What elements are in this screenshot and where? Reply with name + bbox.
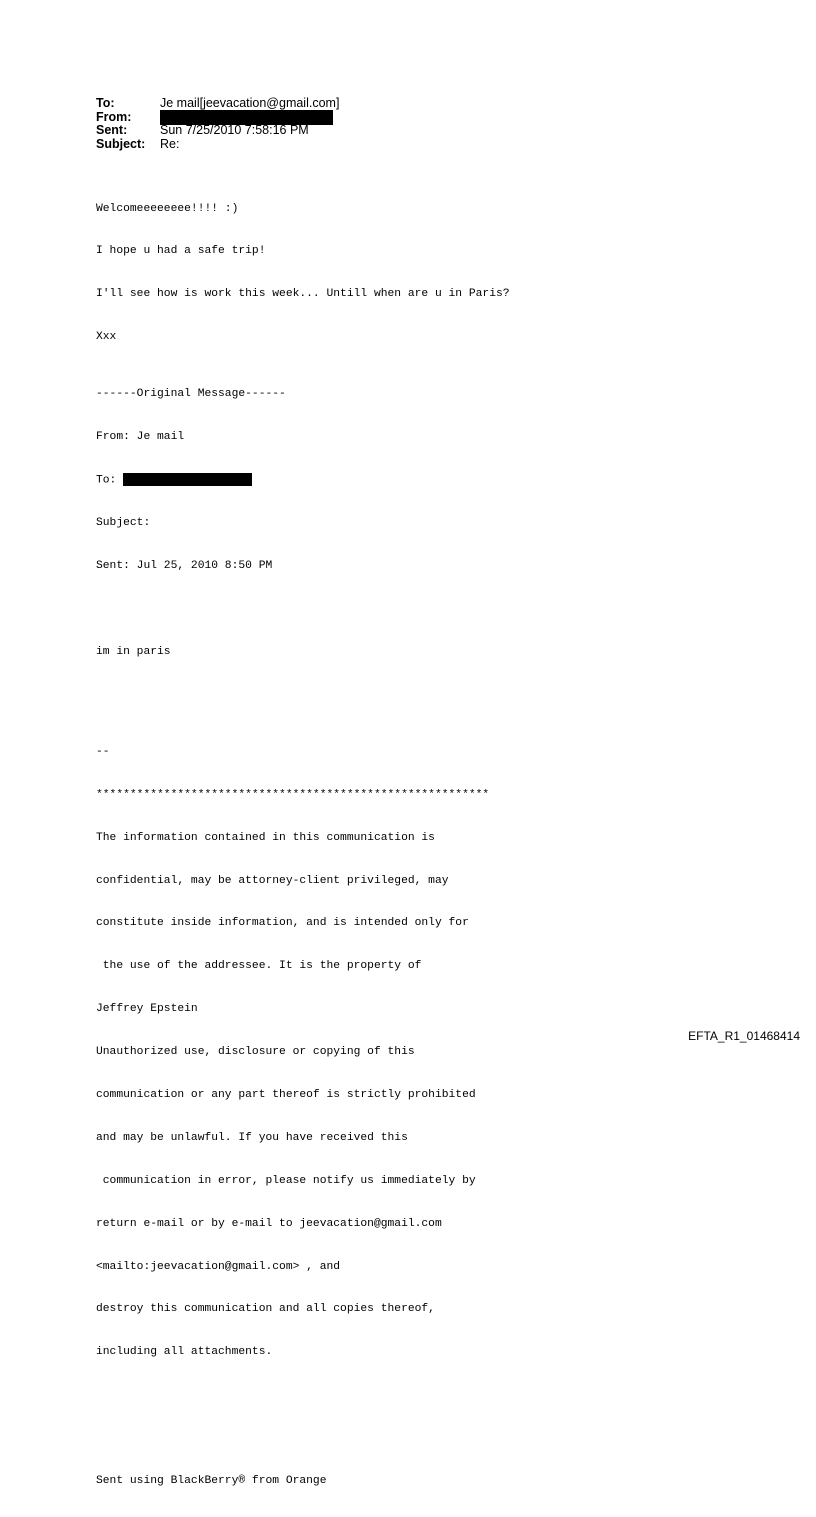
email-body xyxy=(96,173,510,1517)
message-line: Welcomeeeeeeee!!!! :) xyxy=(96,202,239,215)
message-line: I'll see how is work this week... Untill when are u in Paris? xyxy=(96,288,510,301)
original-sent: Sent: Jul 25, 2010 8:50 PM xyxy=(96,560,273,573)
to-label: To: xyxy=(96,96,115,110)
disclaimer-line: including all attachments. xyxy=(96,1346,273,1359)
header-subject-row xyxy=(96,138,339,152)
header-sent-row xyxy=(96,124,339,138)
sent-value: Sun 7/25/2010 7:58:16 PM xyxy=(160,123,309,137)
disclaimer-line: Jeffrey Epstein xyxy=(96,1003,198,1016)
disclaimer-line: communication or any part thereof is strictly prohibited xyxy=(96,1089,476,1101)
blank-line xyxy=(96,688,510,702)
redaction-bar xyxy=(123,473,252,486)
disclaimer-line: <mailto:jeevacation@gmail.com> , and xyxy=(96,1260,341,1273)
blank-line xyxy=(96,602,510,616)
disclaimer-line: communication in error, please notify us immediately by xyxy=(96,1174,476,1187)
blank-line xyxy=(96,1388,510,1402)
disclaimer-line: and may be unlawful. If you have received this xyxy=(96,1131,408,1144)
original-to-label: To: xyxy=(96,474,124,487)
disclaimer-line: confidential, may be attorney-client privileged, may xyxy=(96,874,449,887)
original-from: From: Je mail xyxy=(96,431,185,444)
blank-line xyxy=(96,1431,510,1445)
signature-dashes: -- xyxy=(96,745,110,758)
original-body: im in paris xyxy=(96,645,171,658)
sent-label: Sent: xyxy=(96,123,128,137)
to-value: Je mail[jeevacation@gmail.com] xyxy=(160,96,340,110)
disclaimer-line: destroy this communication and all copies thereof, xyxy=(96,1303,435,1316)
disclaimer-line: constitute inside information, and is intended only for xyxy=(96,917,469,930)
original-divider: ------Original Message------ xyxy=(96,388,286,401)
disclaimer-stars: ********************************************************** xyxy=(96,788,490,801)
original-to-row xyxy=(96,473,510,487)
header-to-row xyxy=(96,97,339,111)
disclaimer-line: Unauthorized use, disclosure or copying of this xyxy=(96,1046,415,1059)
subject-value: Re: xyxy=(160,136,180,151)
from-label: From: xyxy=(96,109,132,124)
header-from-row xyxy=(96,111,339,125)
disclaimer-line: The information contained in this communication is xyxy=(96,831,435,844)
email-header xyxy=(96,97,339,151)
document-id: EFTA_R1_01468414 xyxy=(688,1029,800,1043)
original-subject: Subject: xyxy=(96,517,151,530)
message-line: I hope u had a safe trip! xyxy=(96,245,266,258)
message-line: Xxx xyxy=(96,331,117,344)
disclaimer-line: return e-mail or by e-mail to jeevacation@gmail.com xyxy=(96,1217,442,1230)
blackberry-signature: Sent using BlackBerry® from Orange xyxy=(96,1475,327,1488)
disclaimer-line: the use of the addressee. It is the property of xyxy=(96,960,422,973)
subject-label: Subject: xyxy=(96,136,146,151)
